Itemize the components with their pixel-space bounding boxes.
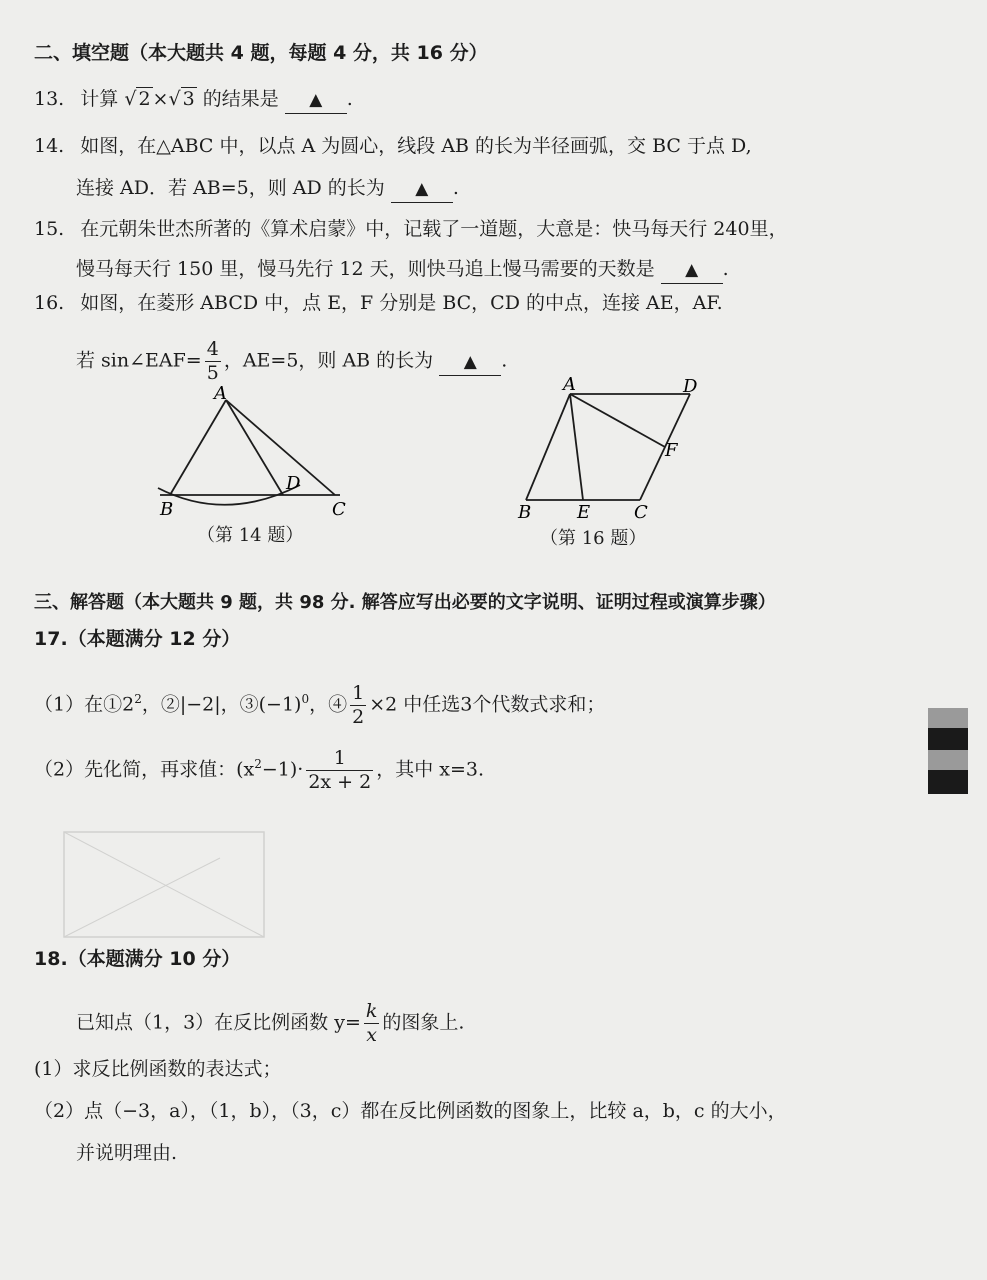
bleed-through-figure [60, 828, 270, 943]
question-text: 连接 AD．若 AB=5，则 AD 的长为 [76, 177, 385, 199]
question-number: 14. [34, 135, 65, 157]
exponent: 2 [134, 692, 142, 707]
figure-16 [510, 372, 710, 520]
question-17-part-2 [34, 749, 484, 792]
question-14-line2 [76, 175, 459, 203]
question-text: ，④ [309, 693, 348, 716]
answer-blank: ▲ [439, 348, 501, 376]
period: . [346, 88, 353, 110]
question-18-part-2: （2）点（−3，a），（1，b），（3，c）都在反比例函数的图象上，比较 a，b，c 的大小， [34, 1100, 787, 1122]
label-B: B [518, 502, 532, 520]
label-E: E [577, 502, 591, 520]
section-2-title: 二、填空题（本大题共 4 题，每题 4 分，共 16 分） [34, 42, 488, 64]
answer-blank: ▲ [661, 256, 723, 284]
question-text: 如图，在△ABC 中，以点 A 为圆心，线段 AB 的长为半径画弧，交 BC 于点 D, [80, 135, 752, 157]
segment-AF [570, 394, 665, 447]
question-15-line2 [76, 256, 729, 284]
label-D: D [683, 376, 698, 397]
question-text: ，其中 x=3. [376, 758, 485, 781]
question-text: ，②|−2|，③(−1) [141, 693, 302, 716]
question-text: ，AE=5，则 AB 的长为 [223, 349, 434, 372]
question-text: （2）先化简，再求值：(x [34, 758, 255, 781]
side-tab [928, 728, 968, 750]
question-text: −1)· [261, 758, 304, 781]
side-tab [928, 770, 968, 794]
question-16-line2 [76, 340, 507, 383]
label-A: A [214, 385, 227, 404]
question-text: 如图，在菱形 ABCD 中，点 E，F 分别是 BC，CD 的中点，连接 AE，AF. [80, 292, 723, 314]
question-text: 已知点（1，3）在反比例函数 y= [76, 1011, 361, 1034]
times-sign: × [152, 88, 169, 110]
sqrt-2: √ 2 [124, 88, 151, 110]
exponent: 2 [254, 757, 262, 772]
question-text: 的图象上. [382, 1011, 465, 1034]
question-17-header: 17.（本题满分 12 分） [34, 628, 241, 650]
label-A: A [563, 374, 576, 395]
question-text: 慢马每天行 150 里，慢马先行 12 天，则快马追上慢马需要的天数是 [76, 258, 655, 280]
label-B: B [160, 499, 174, 520]
answer-blank: ▲ [285, 86, 347, 114]
figure-16-caption: （第 16 题） [540, 528, 647, 549]
label-C: C [332, 499, 346, 520]
question-17-part-1 [34, 684, 605, 727]
question-number: 15. [34, 218, 65, 240]
question-number: 13. [34, 88, 65, 110]
segment-AB [170, 400, 226, 495]
period: . [722, 258, 729, 280]
period: . [501, 349, 508, 372]
fraction-1-2: $\frac{1}{2}$ [352, 682, 365, 728]
question-text: 在元朝朱世杰所著的《算术启蒙》中，记载了一道题，大意是：快马每天行 240里， [80, 218, 788, 240]
question-18-intro [76, 1002, 464, 1045]
fraction-k-x: $\frac{k}{x}$ [365, 1000, 378, 1046]
question-18-part-2-line2: 并说明理由. [76, 1142, 178, 1164]
question-13 [34, 86, 353, 114]
section-3-title: 三、解答题（本大题共 9 题，共 98 分. 解答应写出必要的文字说明、证明过程或演算步骤） [34, 592, 776, 613]
question-text: ×2 中任选3个代数式求和； [369, 693, 606, 716]
exponent: 0 [301, 692, 310, 707]
question-16 [34, 290, 723, 316]
segment-AC [226, 400, 335, 495]
question-text: 计算 [80, 88, 119, 110]
segment-AE [570, 394, 583, 500]
fraction-4-5: $\frac{4}{5}$ [206, 338, 219, 384]
period: . [452, 177, 459, 199]
sqrt-3: √ 3 [168, 88, 195, 110]
question-text: （1）在①2 [34, 693, 135, 716]
segment-AD [226, 400, 283, 495]
question-18-part-1: (1）求反比例函数的表达式； [34, 1058, 282, 1080]
answer-blank: ▲ [391, 175, 453, 203]
fraction-expression: $\frac{1}{2x + 2}$ [308, 747, 372, 793]
question-text: 的结果是 [202, 88, 279, 110]
question-15 [34, 216, 788, 242]
side-tab [928, 750, 968, 770]
question-14 [34, 133, 752, 159]
figure-14-caption: （第 14 题） [197, 525, 304, 546]
question-number: 16. [34, 292, 65, 314]
segment-BA [526, 394, 570, 500]
question-text: 若 sin∠EAF= [76, 349, 202, 372]
figure-14 [150, 385, 360, 520]
side-tab [928, 708, 968, 728]
label-F: F [665, 440, 678, 461]
label-D: D [286, 473, 301, 494]
question-18-header: 18.（本题满分 10 分） [34, 948, 241, 970]
label-C: C [634, 502, 648, 520]
